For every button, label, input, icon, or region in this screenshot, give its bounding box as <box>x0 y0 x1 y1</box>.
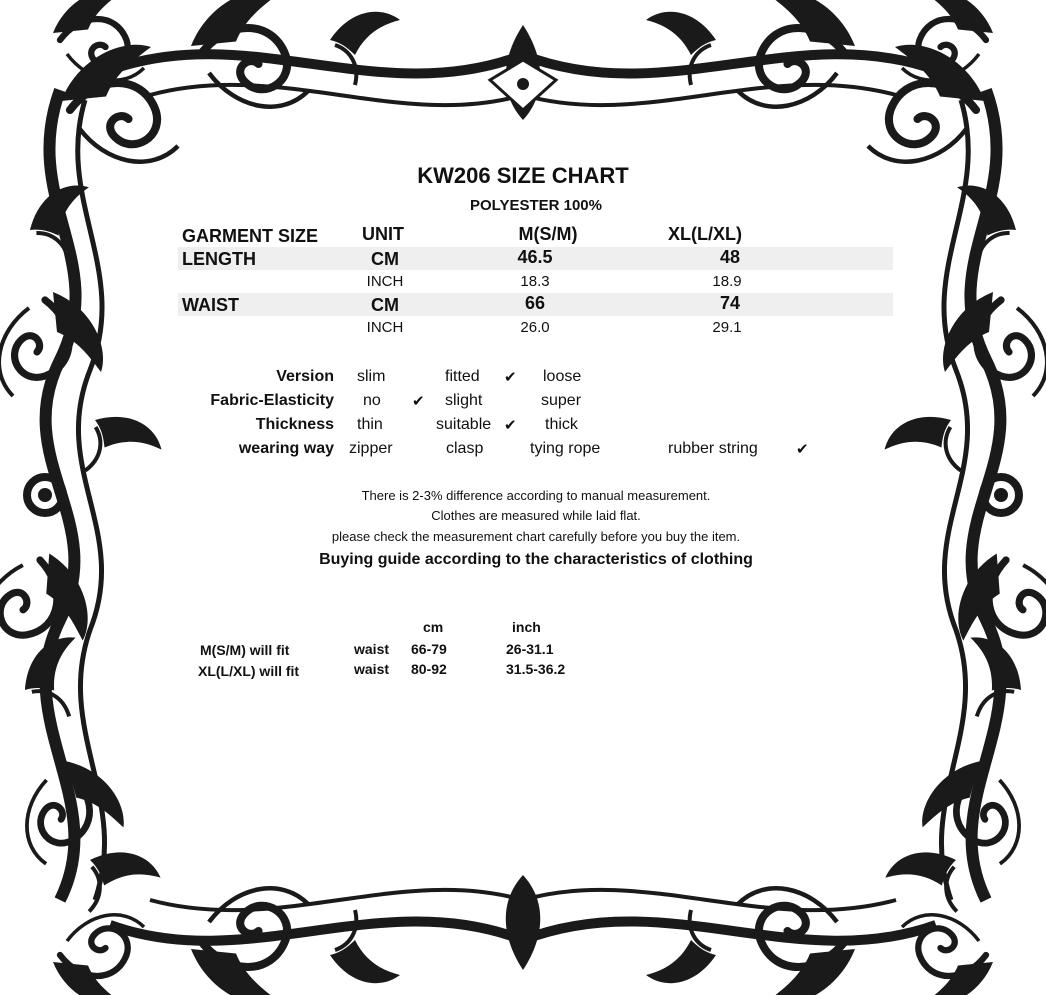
version-option-slim: slim <box>357 368 386 385</box>
version-option-fitted: fitted <box>445 368 480 385</box>
guide-header-cm: cm <box>423 619 444 635</box>
guide-inch-m: 26-31.1 <box>506 641 554 657</box>
thickness-option-thick: thick <box>545 416 578 433</box>
attr-label-thickness: Thickness <box>255 416 334 433</box>
header-unit: UNIT <box>362 224 404 244</box>
guide-part-m: waist <box>354 641 390 657</box>
guide-label-m: M(S/M) will fit <box>200 642 290 658</box>
guide-cm-m: 66-79 <box>411 641 447 657</box>
chart-title: KW206 SIZE CHART <box>417 163 629 188</box>
note-laid-flat: Clothes are measured while laid flat. <box>431 508 641 523</box>
wearing-option-rubber-string: rubber string <box>668 440 758 457</box>
waist-cm-xl: 74 <box>719 293 741 313</box>
guide-header-inch: inch <box>512 619 541 635</box>
length-inch-m: 18.3 <box>520 273 550 290</box>
length-inch-xl: 18.9 <box>712 273 742 290</box>
elasticity-check-icon: ✔ <box>412 393 425 410</box>
length-cm-xl: 48 <box>719 247 741 267</box>
wearing-option-tying-rope: tying rope <box>530 440 601 457</box>
thickness-check-icon: ✔ <box>504 417 517 434</box>
elasticity-option-no: no <box>363 392 381 409</box>
version-option-loose: loose <box>543 368 582 385</box>
waist-inch-m: 26.0 <box>520 319 550 336</box>
elasticity-option-super: super <box>541 392 582 409</box>
guide-part-xl: waist <box>354 661 390 677</box>
row-label-waist: WAIST <box>182 295 239 315</box>
waist-inch-unit: INCH <box>366 319 404 336</box>
length-inch-unit: INCH <box>366 273 404 290</box>
guide-cm-xl: 80-92 <box>411 661 447 677</box>
elasticity-option-slight: slight <box>445 392 483 409</box>
length-cm-m: 46.5 <box>517 247 553 267</box>
header-size-m: M(S/M) <box>518 224 578 244</box>
attr-label-wearing-way: wearing way <box>238 440 334 457</box>
thickness-option-suitable: suitable <box>436 416 492 433</box>
attr-label-version: Version <box>276 368 334 385</box>
waist-inch-xl: 29.1 <box>712 319 742 336</box>
length-cm-unit: CM <box>371 249 399 269</box>
note-measurement-difference: There is 2-3% difference according to manual measurement. <box>361 488 711 503</box>
wearing-check-icon: ✔ <box>796 441 809 458</box>
guide-inch-xl: 31.5-36.2 <box>506 661 566 677</box>
guide-label-xl: XL(L/XL) will fit <box>198 663 300 679</box>
wearing-option-clasp: clasp <box>446 440 484 457</box>
note-check-chart: please check the measurement chart carefully before you buy the item. <box>331 529 741 544</box>
waist-cm-unit: CM <box>371 295 399 315</box>
buying-guide-title: Buying guide according to the characteristics of clothing <box>319 551 753 568</box>
wearing-option-zipper: zipper <box>349 440 393 457</box>
thickness-option-thin: thin <box>357 416 383 433</box>
waist-cm-m: 66 <box>524 293 546 313</box>
version-check-icon: ✔ <box>504 369 517 386</box>
header-garment-size: GARMENT SIZE <box>182 226 319 246</box>
header-size-xl: XL(L/XL) <box>668 224 742 244</box>
attr-label-elasticity: Fabric-Elasticity <box>210 392 334 409</box>
row-label-length: LENGTH <box>182 249 256 269</box>
fabric-subtitle: POLYESTER 100% <box>469 197 602 214</box>
